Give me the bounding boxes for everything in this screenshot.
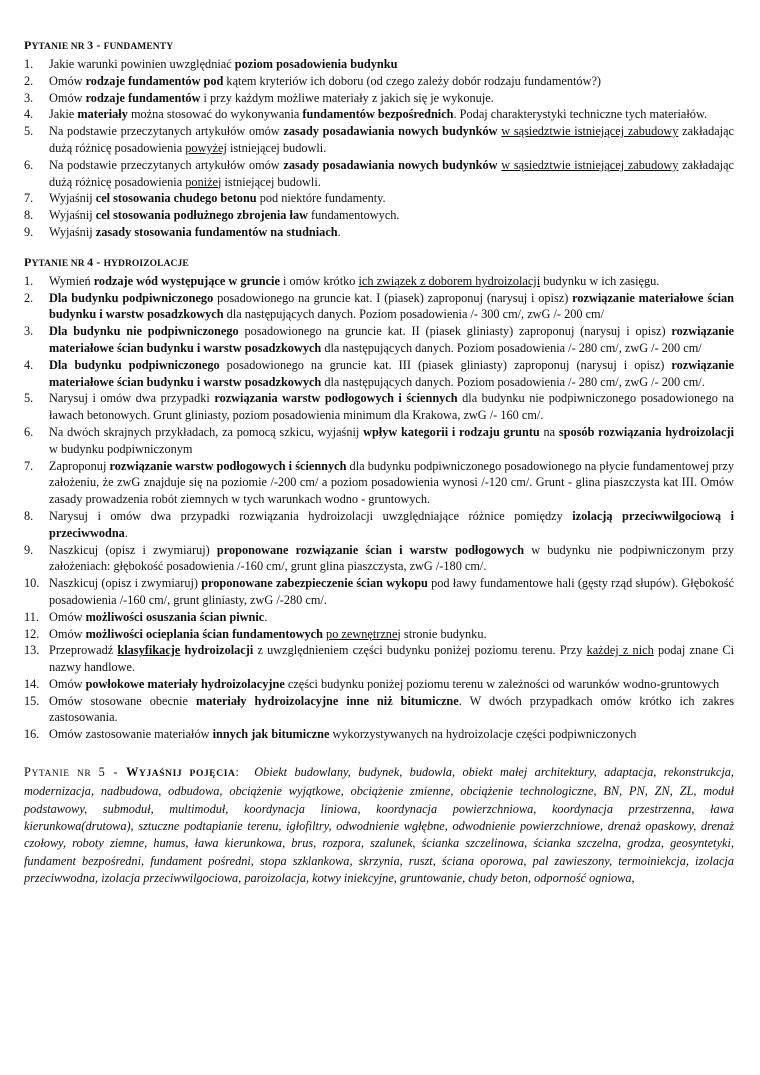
question-number: 9. bbox=[24, 224, 34, 239]
question-text-part: cel stosowania podłużnego zbrojenia ław bbox=[95, 208, 308, 223]
question-text-part: poziom posadowienia budynku bbox=[234, 57, 398, 71]
question-number: 6. bbox=[24, 157, 34, 172]
question-number: 4. bbox=[24, 107, 34, 122]
question-number: 1. bbox=[24, 273, 34, 288]
section-4-question-9 bbox=[24, 542, 734, 576]
question-text-part: Omów stosowane obecnie bbox=[49, 693, 196, 708]
question-text-part: . bbox=[264, 609, 268, 624]
question-text-part: Jakie warunki powinien uwzględniać bbox=[49, 57, 235, 71]
question-text-part: można stosować do wykonywania bbox=[127, 107, 303, 122]
question-text-part: możliwości osuszania ścian piwnic bbox=[85, 609, 265, 624]
question-text-part: materiały hydroizolacyjne inne niż bitumiczne bbox=[196, 693, 459, 708]
question-text-part: stronie budynku. bbox=[400, 626, 487, 641]
question-text-part: wykorzystywanych na hydroizolacje części podpiwniczonych bbox=[329, 727, 637, 742]
question-text-part: . bbox=[337, 224, 341, 239]
question-text-part: Omów bbox=[49, 90, 86, 105]
section-4-question-8 bbox=[24, 508, 734, 542]
question-text-part: Dla budynku nie podpiwniczonego bbox=[49, 324, 239, 339]
question-text-part: części budynku poniżej poziomu terenu w zależności od warunków wodno-gruntowych bbox=[284, 676, 720, 691]
question-text-part: rozwiązanie materiałowe ścian budynku i warstw posadzkowych bbox=[49, 324, 734, 355]
section-4-question-4 bbox=[24, 357, 734, 391]
question-text-part: zakładając dużą różnicę posadowienia bbox=[49, 157, 735, 189]
section-5-title: PYTANIE NR 5 - WYJAŚNIJ POJĘCIA: bbox=[24, 765, 240, 780]
question-text-part: podaj znane Ci nazwy handlowe. bbox=[49, 643, 734, 675]
question-text-part: Jakie bbox=[49, 107, 78, 122]
question-text-part: . W dwóch przypadkach omów krótko ich zakres zastosowania. bbox=[49, 693, 734, 725]
question-text-part: Wyjaśnij bbox=[49, 224, 96, 239]
question-number: 4. bbox=[24, 357, 34, 372]
question-number: 8. bbox=[24, 208, 34, 223]
question-number: 16. bbox=[24, 727, 40, 742]
question-text-part: Omów bbox=[49, 676, 86, 691]
question-text-part: istniejącej budowli. bbox=[221, 174, 321, 189]
section-3-question-7 bbox=[24, 190, 734, 207]
question-text-part: powyżej bbox=[185, 140, 227, 155]
question-text-part: Dla budynku podpiwniczonego bbox=[49, 290, 214, 305]
question-text-part: zasady posadawiania nowych budynków bbox=[283, 157, 498, 172]
question-text-part: rodzaje fundamentów pod bbox=[85, 73, 224, 88]
question-text-part: Narysuj i omów dwa przypadki rozwiązania hydroizolacji uwzględniające różnice pomiędzy bbox=[49, 508, 573, 523]
question-text-part: każdej z nich bbox=[586, 643, 654, 658]
section-4-question-11 bbox=[24, 609, 734, 626]
question-number: 14. bbox=[24, 676, 40, 691]
question-text-part: Naszkicuj (opisz i zwymiaruj) bbox=[49, 576, 202, 591]
question-text-part: wpływ kategorii i rodzaju gruntu bbox=[363, 424, 540, 439]
section-3-question-1 bbox=[24, 56, 734, 73]
question-text-part: . bbox=[124, 525, 128, 540]
section-4-question-list bbox=[24, 273, 734, 743]
question-number: 1. bbox=[24, 57, 34, 71]
question-text-part: Na dwóch skrajnych przykładach, za pomocą szkicu, wyjaśnij bbox=[49, 424, 364, 439]
section-4-question-7 bbox=[24, 458, 734, 508]
question-text-part: hydroizolacji bbox=[184, 643, 254, 658]
question-text-part: w budynku podpiwniczonym bbox=[49, 441, 193, 456]
question-text-part: cel stosowania chudego betonu bbox=[95, 191, 257, 206]
question-number: 11. bbox=[24, 609, 39, 624]
question-text-part: poniżej bbox=[185, 174, 222, 189]
section-5-paragraph bbox=[24, 764, 734, 887]
question-text-part: zasady stosowania fundamentów na studniach bbox=[95, 224, 338, 239]
question-number: 9. bbox=[24, 542, 34, 557]
question-text-part: materiały bbox=[77, 107, 128, 122]
question-text-part: ich związek z doborem hydroizolacji bbox=[358, 273, 541, 288]
question-text-part: Narysuj i omów dwa przypadki bbox=[49, 391, 215, 406]
question-number: 5. bbox=[24, 124, 34, 139]
question-text-part: Naszkicuj (opisz i zwymiaruj) bbox=[49, 542, 217, 557]
section-3-question-8 bbox=[24, 207, 734, 224]
section-3-question-6 bbox=[24, 157, 734, 191]
question-text-part: pod niektóre fundamenty. bbox=[256, 191, 386, 206]
question-text-part: dla budynku podpiwniczonego posadowionego na płycie fundamentowej przy założeniu, że zwG znajduje się na poziomie /-200 cm/ a poziom posadowienia wynosi /-120 cm/. Grunt - glina piaszczysta kat III. Omów zasady prowadzenia robót ziemnych w tych warunkach wodno - gruntowych. bbox=[49, 458, 734, 507]
question-number: 7. bbox=[24, 458, 34, 473]
question-text-part: istniejącej budowli. bbox=[226, 140, 327, 155]
section-3-question-9 bbox=[24, 224, 734, 241]
question-text-part: Omów bbox=[49, 609, 86, 624]
question-text-part: Na podstawie przeczytanych artykułów omów bbox=[49, 124, 284, 139]
question-text-part: proponowane rozwiązanie ścian i warstw podłogowych bbox=[216, 542, 525, 557]
question-text-part: fundamentowych. bbox=[307, 208, 400, 223]
question-text-part: izolacją przeciwwilgociową i przeciwwodna bbox=[49, 508, 735, 540]
section-3-question-3 bbox=[24, 90, 734, 107]
question-text-part: możliwości ocieplania ścian fundamentowych bbox=[85, 626, 323, 641]
question-text-part: Omów zastosowanie materiałów bbox=[49, 727, 213, 742]
section-4-question-10 bbox=[24, 575, 734, 609]
question-number: 13. bbox=[24, 643, 40, 658]
section-5-terms: Obiekt budowlany, budynek, budowla, obiekt małej architektury, adaptacja, rekonstrukcja, modernizacja, nadbudowa, odbudowa, obciążenie wyjątkowe, obciążenie zmienne, obciążenie technologiczne, BN, PN, ZN, ZL, moduł podstawowy, submoduł, multimoduł, koordynacja liniowa, koordynacja powierzchniowa, koordynacja przestrzenna, ława kierunkowa(drutowa), sztuczne podtapianie terenu, igłofiltry, odwodnienie wgłębne, odwodnienie powierzchniowe, drenaż opaskowy, drenaż czołowy, roboty ziemne, humus, ława kierunkowa, brus, rozpora, szalunek, ścianka szczelinowa, ścianka szczelna, grodza, geosyntetyki, fundament bezpośredni, fundament pośredni, stopa szklankowa, skrzynia, ruszt, ściana oporowa, pal zawieszony, termoiniekcja, izolacja przeciwwodna, izolacja przeciwwilgociowa, paroizolacja, kotwy iniekcyjne, gruntowanie, chudy beton, odporność ogniowa, bbox=[24, 765, 734, 885]
question-number: 10. bbox=[24, 576, 40, 591]
section-4-question-2 bbox=[24, 290, 734, 324]
question-text-part: dla następujących danych. Poziom posadowienia /- 280 cm/, zwG /- 200 cm/ bbox=[321, 340, 702, 355]
question-text-part: innych jak bitumiczne bbox=[212, 727, 330, 742]
section-4-question-15 bbox=[24, 693, 734, 727]
section-4-question-6 bbox=[24, 424, 734, 458]
question-text-part: i omów krótko bbox=[279, 273, 359, 288]
question-number: 15. bbox=[24, 693, 40, 708]
question-text-part: budynku w ich zasięgu. bbox=[540, 273, 660, 288]
question-text-part: Wyjaśnij bbox=[49, 208, 96, 223]
question-text-part: i przy każdym możliwe materiały z jakich się je wykonuje. bbox=[200, 90, 494, 105]
question-text-part: zasady posadawiania nowych budynków bbox=[283, 124, 498, 139]
section-3-question-4 bbox=[24, 106, 734, 123]
question-text-part: w budynku nie podpiwniczonym przy założeniach: głębokość posadowienia /-160 cm/, grunt glina piaszczysta, zwG /-180 cm/. bbox=[49, 542, 734, 574]
question-text-part: klasyfikacje bbox=[117, 643, 181, 658]
section-3-question-2 bbox=[24, 73, 734, 90]
question-text-part: zakładając dużą różnicę posadowienia bbox=[49, 124, 735, 155]
question-text-part: pod ławy fundamentowe hali (gęsty rząd słupów). Głębokość posadowienia /-160 cm/, grunt gliniasty, zwG /-280 cm/. bbox=[49, 576, 734, 607]
section-3-title: PYTANIE NR 3 - FUNDAMENTY bbox=[24, 38, 174, 52]
question-text-part: po zewnętrznej bbox=[326, 626, 401, 641]
section-3-question-5 bbox=[24, 123, 734, 157]
question-number: 8. bbox=[24, 508, 34, 523]
section-4-question-5 bbox=[24, 390, 734, 424]
question-text-part: rozwiązania warstw podłogowych i ściennych bbox=[214, 391, 458, 406]
question-text-part: fundamentów bezpośrednich bbox=[302, 107, 454, 122]
question-text-part: Przeprowadź bbox=[49, 643, 118, 658]
section-4-question-12 bbox=[24, 626, 734, 643]
question-text-part: rodzaje wód występujące w gruncie bbox=[93, 273, 280, 288]
question-number: 3. bbox=[24, 324, 34, 339]
question-text-part: rodzaje fundamentów bbox=[85, 90, 201, 105]
question-number: 3. bbox=[24, 90, 34, 105]
section-4-question-13 bbox=[24, 642, 734, 676]
question-text-part: w sąsiedztwie istniejącej zabudowy bbox=[501, 124, 679, 139]
section-4-question-14 bbox=[24, 676, 734, 693]
question-text-part: posadowionego na gruncie kat. II (piasek gliniasty) zaproponuj (narysuj i opisz) bbox=[238, 324, 672, 339]
question-text-part: Wyjaśnij bbox=[49, 191, 96, 206]
question-text-part: powłokowe materiały hydroizolacyjne bbox=[85, 676, 285, 691]
question-text-part: posadowionego na gruncie kat. I (piasek) zaproponuj (narysuj i opisz) bbox=[213, 290, 573, 305]
question-text-part: Zaproponuj bbox=[49, 458, 110, 473]
section-4-title: PYTANIE NR 4 - HYDROIZOLACJE bbox=[24, 254, 189, 269]
question-number: 6. bbox=[24, 424, 34, 439]
question-number: 12. bbox=[24, 626, 40, 641]
question-text-part: proponowane zabezpieczenie ścian wykopu bbox=[201, 576, 428, 591]
question-text-part: kątem kryteriów ich doboru (od czego zależy dobór rodzaju fundamentów?) bbox=[223, 73, 602, 88]
question-text-part: Wymień bbox=[49, 273, 94, 288]
section-4-question-1 bbox=[24, 273, 734, 290]
question-text-part: Na podstawie przeczytanych artykułów omów bbox=[49, 157, 284, 172]
question-text-part: dla następujących danych. Poziom posadowienia /- 300 cm/, zwG /- 200 cm/ bbox=[223, 307, 605, 322]
question-text-part: Dla budynku podpiwniczonego bbox=[49, 357, 220, 372]
section-4-question-3 bbox=[24, 323, 734, 357]
question-text-part: posadowionego na gruncie kat. III (piasek gliniasty) zaproponuj (narysuj i opisz) bbox=[219, 357, 672, 372]
question-text-part: rozwiązanie materiałowe ścian budynku i warstw posadzkowych bbox=[49, 290, 735, 322]
question-text-part: na bbox=[539, 424, 559, 439]
question-text-part: sposób rozwiązania hydroizolacji bbox=[558, 424, 734, 439]
question-number: 5. bbox=[24, 391, 34, 406]
question-number: 7. bbox=[24, 191, 34, 206]
question-text-part: dla budynku nie podpiwniczonego posadowionego na ławach betonowych. Grunt gliniasty, poziom posadowienia minimum dla Krakowa, zwG /- 160 cm/. bbox=[49, 391, 734, 423]
question-text-part: . Podaj charakterystyki techniczne tych materiałów. bbox=[453, 107, 708, 122]
question-text-part: rozwiązanie materiałowe ścian budynku i warstw posadzkowych bbox=[49, 357, 734, 389]
question-text-part: Omów bbox=[49, 626, 86, 641]
question-number: 2. bbox=[24, 290, 34, 305]
question-text-part: w sąsiedztwie istniejącej zabudowy bbox=[501, 157, 679, 172]
section-4-question-16 bbox=[24, 726, 734, 743]
question-number: 2. bbox=[24, 73, 34, 88]
question-text-part: z uwzględnieniem części budynku poniżej poziomu terenu. Przy bbox=[253, 643, 587, 658]
question-text-part: dla następujących danych. Poziom posadowienia /- 280 cm/, zwG /- 200 cm/. bbox=[321, 374, 705, 389]
section-3-question-list bbox=[24, 56, 734, 241]
question-text-part: rozwiązanie warstw podłogowych i ściennych bbox=[109, 458, 347, 473]
question-text-part: Omów bbox=[49, 73, 86, 88]
